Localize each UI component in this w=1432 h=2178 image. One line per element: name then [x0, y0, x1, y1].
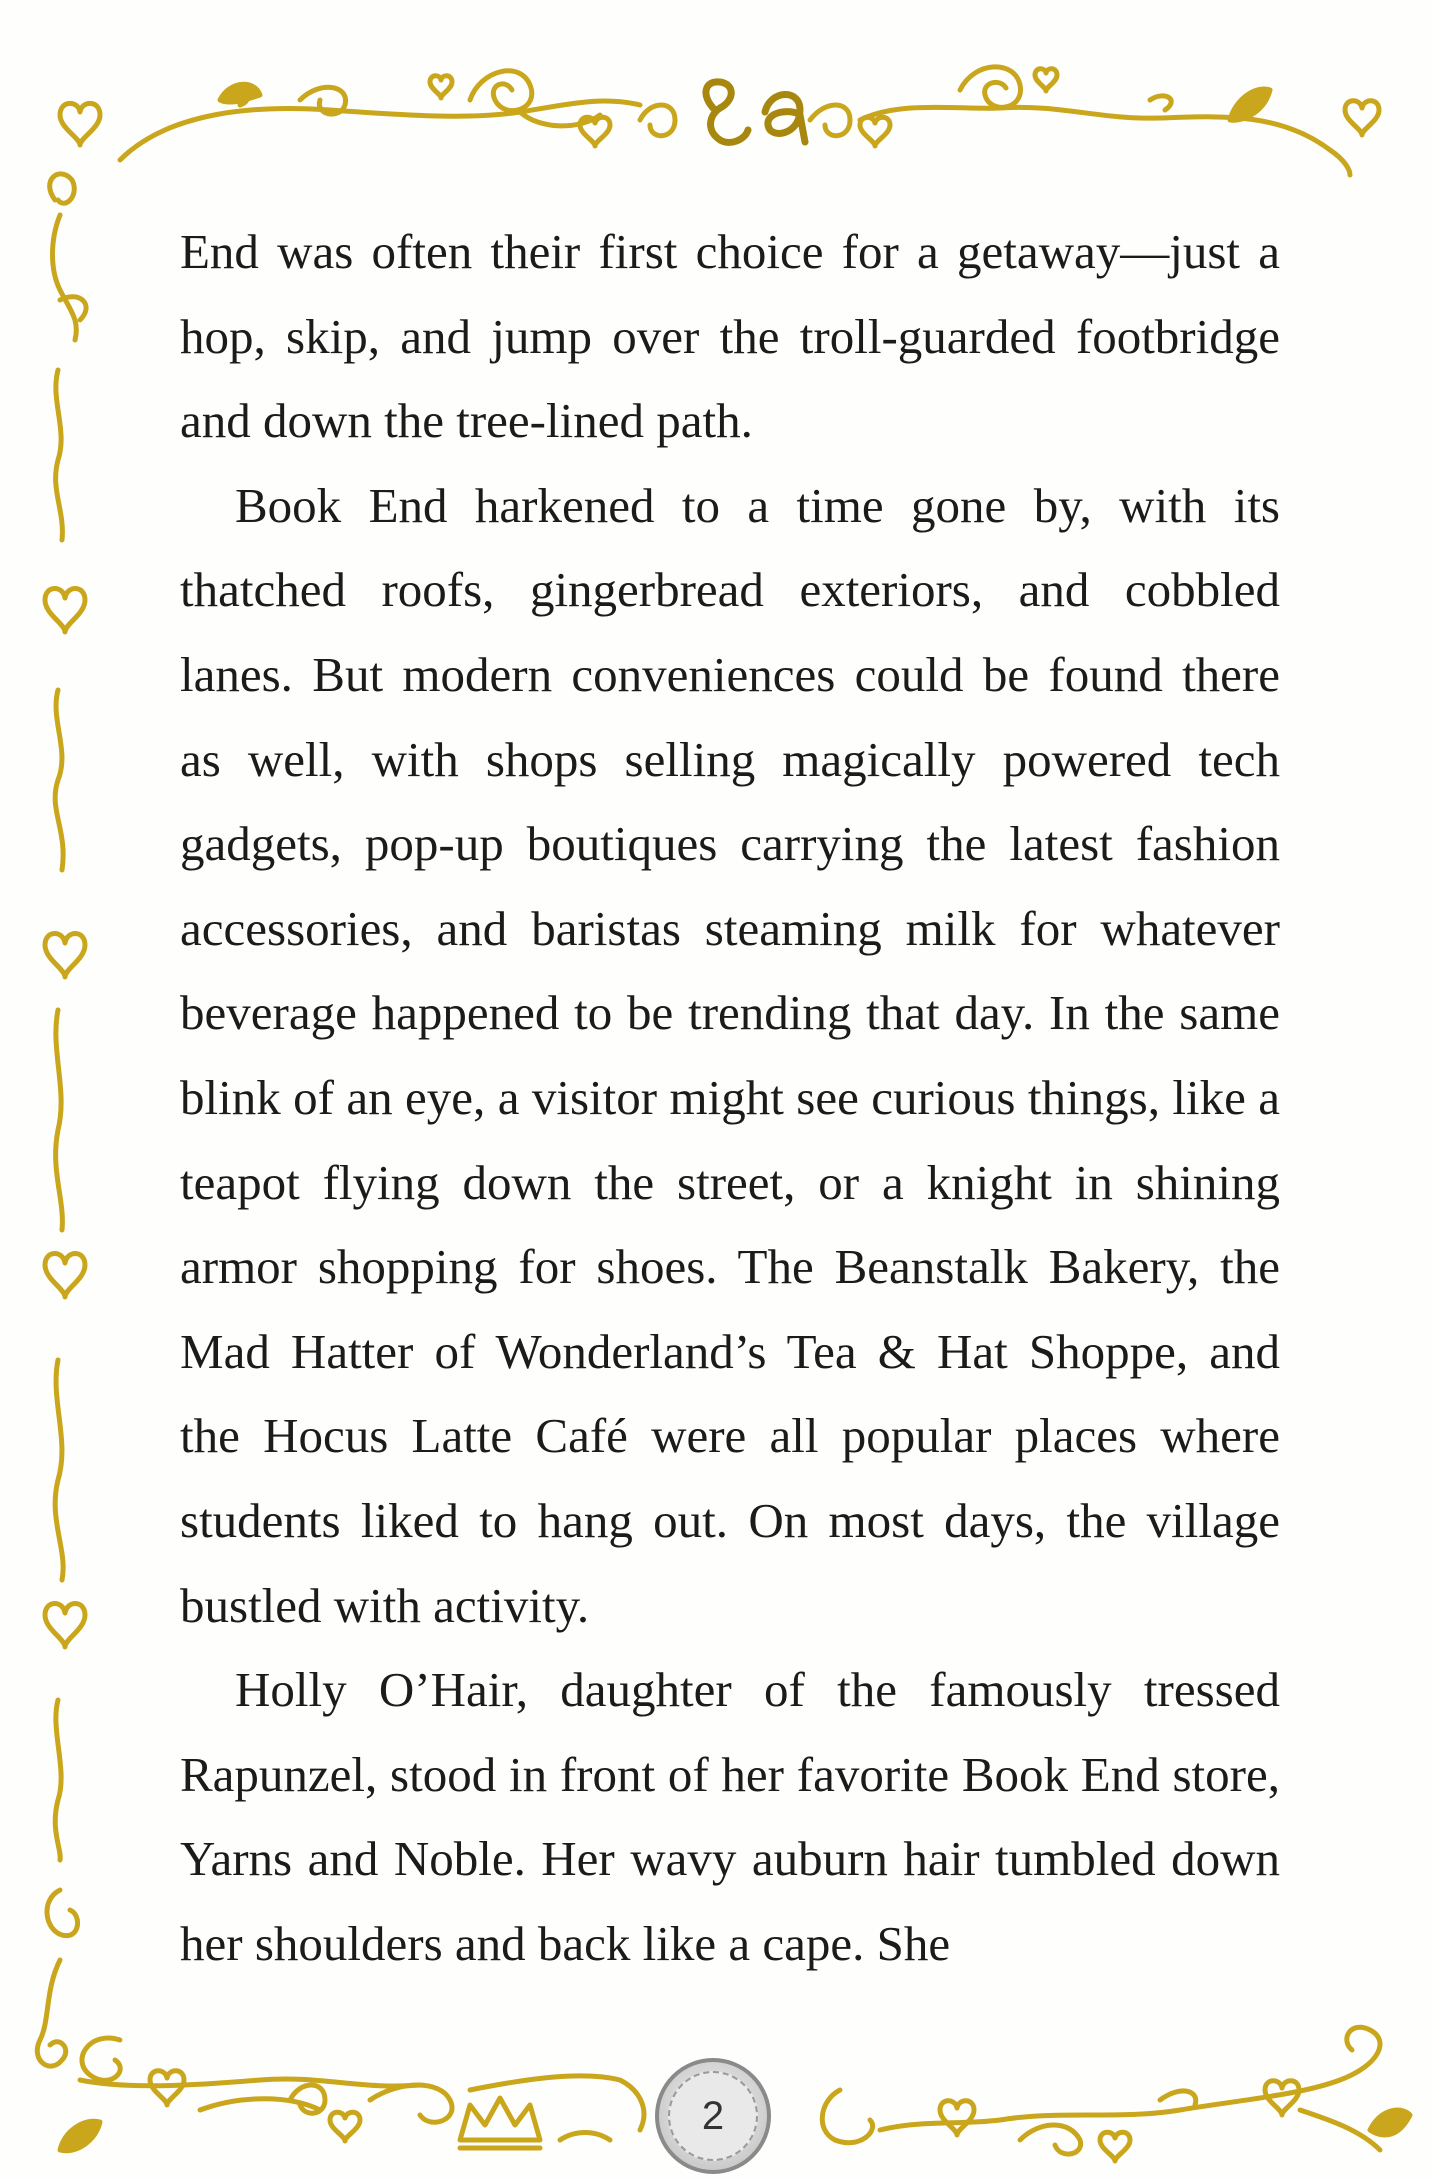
heart-icon [580, 117, 610, 146]
paragraph: Book End harkened to a time gone by, with its thatched roofs, gingerbread exteriors, and cobbled lanes. But modern conveniences could be found there as well, with shops selling magically powered tech gadgets, pop-up boutiques carrying the latest fashion accessories, and baristas steaming milk for whatever beverage happened to be trending that day. In the same blink of an eye, a visitor might see curious things, like a teapot flying down the street, or a knight in shining armor shopping for shoes. The Beanstalk Bakery, the Mad Hatter of Wonderland’s Tea & Hat Shoppe, and the Hocus Latte Café were all popular places where students liked to hang out. On most days, the village bustled with activity. [180, 477, 1280, 1633]
left-vine [37, 174, 86, 2066]
page-number-badge [655, 2058, 771, 2174]
heart-icon [1035, 69, 1057, 91]
paragraph: End was often their first choice for a getaway—just a hop, skip, and jump over the troll-guarded footbridge and down the tree-lined path. [180, 224, 1280, 449]
heart-icon [1345, 101, 1379, 135]
heart-icon [150, 2071, 184, 2105]
heart-icon [1100, 2132, 1130, 2161]
heart-icon [60, 103, 100, 145]
bottom-left-flourish [80, 2038, 644, 2140]
leaf-icon [220, 84, 260, 102]
heart-icon [45, 588, 85, 632]
paragraph: Holly O’Hair, daughter of the famously tressed Rapunzel, stood in front of her favorite Book End store, Yarns and Noble. Her wavy auburn hair tumbled down her shoulders and back like a cape. She [180, 1662, 1280, 1971]
monogram-icon [706, 82, 805, 143]
heart-icon [45, 933, 85, 977]
heart-icon [1265, 2081, 1299, 2115]
heart-icon [330, 2112, 360, 2141]
heart-icon [940, 2101, 974, 2135]
top-right-flourish [810, 67, 1350, 175]
heart-icon [430, 76, 452, 98]
top-left-flourish [120, 71, 640, 160]
page-number: 2 [668, 2071, 758, 2161]
leaf-icon [60, 2121, 100, 2151]
heart-icon [860, 117, 890, 146]
page-body-text [180, 210, 1280, 1986]
heart-icon [45, 1253, 85, 1297]
leaf-icon [1370, 2110, 1410, 2135]
bottom-right-flourish [822, 2027, 1380, 2154]
crown-icon [460, 2098, 540, 2140]
leaf-icon [1230, 89, 1270, 120]
heart-icon [45, 1603, 85, 1647]
